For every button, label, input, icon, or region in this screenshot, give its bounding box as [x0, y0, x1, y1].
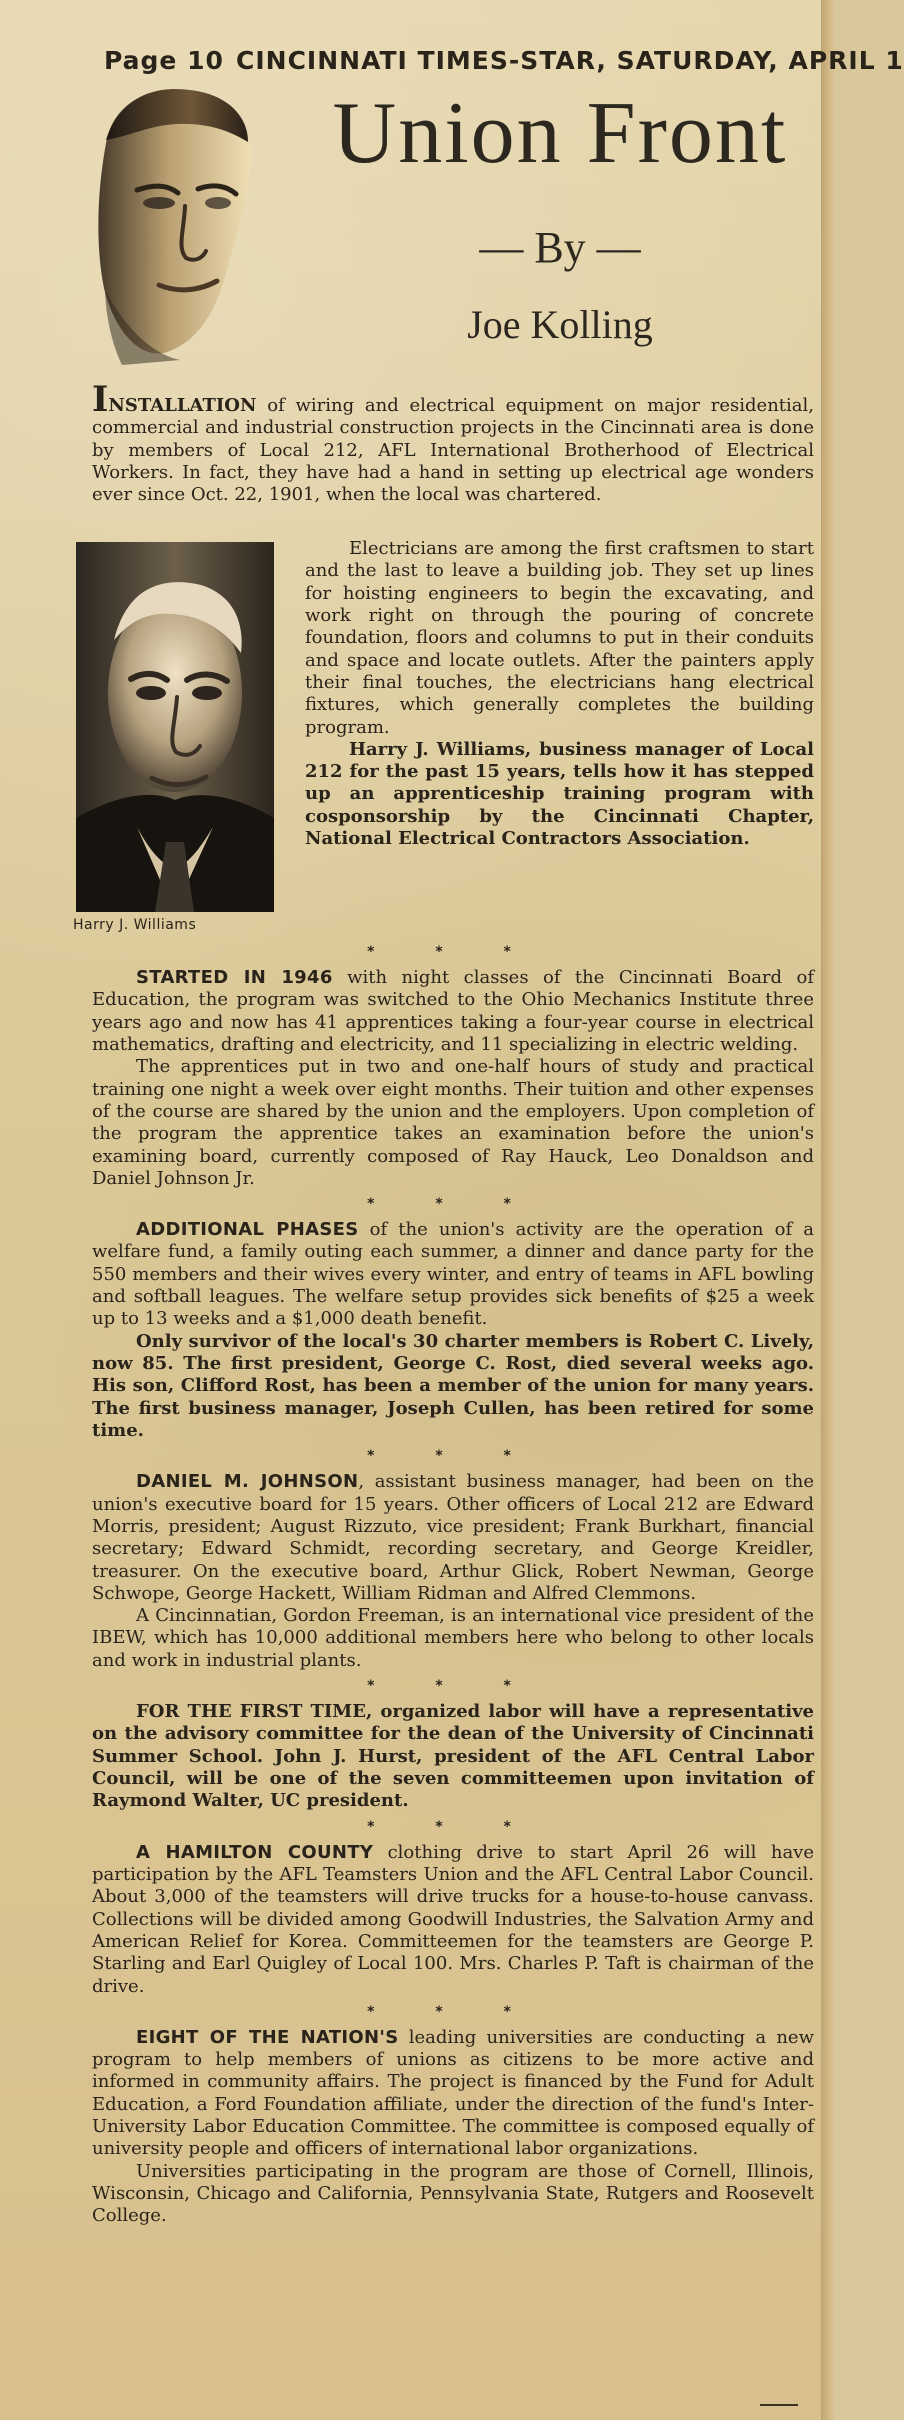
section-separator: * * *	[367, 2003, 539, 2020]
section-separator: * * *	[367, 1448, 539, 1465]
article-body	[92, 938, 814, 2228]
eight-text: leading universities are conducting a new program to help members of unions as citizens to be more active and informed in community affairs. The project is financed by the Fund for Adult Education, a Ford Foundation affiliate, under the direction of the fund's Inter-University Labor Education Committee. The committee is composed equally of university people and officers of international labor organizations.	[92, 2026, 814, 2160]
section-separator: * * *	[367, 1678, 539, 1695]
article-photo-side-text	[305, 538, 814, 850]
additional-paragraph	[92, 1219, 814, 1331]
intro-dropcap: I	[92, 379, 109, 420]
page-number: Page 10	[104, 45, 224, 75]
freeman-paragraph: A Cincinnatian, Gordon Freeman, is an international vice president of the IBEW, which has 10,000 additional members here who belong to other locals and work in industrial plants.	[92, 1605, 814, 1671]
bottom-rule	[760, 2404, 798, 2406]
torn-paper-edge	[821, 0, 836, 2420]
additional-text: of the union's activity are the operation of a welfare fund, a family outing each summer, a dinner and dance party for the 550 members and their wives every winter, and entry of teams in AFL bowling and softball leagues. The welfare setup provides sick benefits of $25 a week up to 13 weeks and a $1,000 death benefit.	[92, 1219, 814, 1330]
author-name: Joe Kolling	[467, 302, 653, 347]
columnist-portrait	[82, 80, 264, 365]
eight-paragraph	[92, 2027, 814, 2161]
hamilton-text: clothing drive to start April 26 will have participation by the AFL Teamsters Union and the AFL Central Labor Council. About 3,000 of the teamsters will drive trucks for a house-to-house canvass. Collections will be divided among Goodwill Industries, the Salvation Army and American Relief for Korea. Committeemen for the teamsters are George P. Starling and Earl Quigley of Local 100. Mrs. Charles P. Taft is chairman of the drive.	[92, 1841, 814, 1997]
newspaper-dateline: CINCINNATI TIMES-STAR, SATURDAY, APRIL 1	[236, 45, 904, 75]
column-title: Union Front	[332, 85, 788, 182]
photo-caption: Harry J. Williams	[73, 917, 197, 933]
intro-text: of wiring and electrical equipment on major residential, commercial and industrial construction projects in the Cincinnati area is done by members of Local 212, AFL International Brotherhood of Electrical Workers. In fact, they have had a hand in setting up electrical age wonders ever since Oct. 22, 1901, when the local was chartered.	[92, 395, 814, 506]
universities-paragraph: Universities participating in the program are those of Cornell, Illinois, Wisconsin, Chicago and California, Pennsylvania State, Rutgers and Roosevelt College.	[92, 2160, 814, 2227]
first-time-paragraph: FOR THE FIRST TIME, organized labor will have a representative on the advisory committee for the dean of the University of Cincinnati Summer School. John J. Hurst, president of the AFL Central Labor Council, will be one of the seven committeemen upon invitation of Raymond Walter, UC president.	[92, 1701, 814, 1812]
intro-lead-word: NSTALLATION	[108, 395, 257, 416]
intro-paragraph	[92, 379, 814, 507]
article-intro	[92, 379, 814, 507]
electricians-paragraph: Electricians are among the first craftsmen to start and the last to leave a building job. They set up lines for hoisting engineers to begin the excavating, and work right on through the pouring of concrete foundation, floors and columns to put in their conduits and space and locate outlets. After the painters apply their final touches, the electricians hang electrical fixtures, which generally completes the building program.	[305, 538, 814, 738]
hamilton-paragraph	[92, 1842, 814, 1998]
apprentices-paragraph: The apprentices put in two and one-half hours of study and practical training one night a week over eight months. Their tuition and other expenses of the course are shared by the union and the employers. Upon completion of the program the apprentice takes an examination before the union's examining board, currently composed of Ray Hauck, Leo Donaldson and Daniel Johnson Jr.	[92, 1056, 814, 1189]
johnson-lead: DANIEL M. JOHNSON	[136, 1471, 359, 1493]
column-title-block	[300, 85, 820, 348]
hamilton-lead: A HAMILTON COUNTY	[136, 1841, 374, 1863]
byline-label: — By —	[479, 223, 641, 272]
started-paragraph	[92, 967, 814, 1056]
harry-williams-photo	[76, 542, 274, 912]
williams-paragraph: Harry J. Williams, business manager of Local 212 for the past 15 years, tells how it has stepped up an apprenticeship training program with cosponsorship by the Cincinnati Chapter, National Electrical Contractors Association.	[305, 738, 814, 850]
johnson-paragraph	[92, 1471, 814, 1605]
survivor-paragraph: Only survivor of the local's 30 charter members is Robert C. Lively, now 85. The first president, George C. Rost, died several weeks ago. His son, Clifford Rost, has been a member of the union for many years. The first business manager, Joseph Cullen, has been retired for some time.	[92, 1330, 814, 1441]
section-separator: * * *	[367, 1196, 539, 1213]
started-lead: STARTED IN 1946	[136, 967, 333, 988]
johnson-text: , assistant business manager, had been on the union's executive board for 15 years. Other officers of Local 212 are Edward Morris, president; August Rizzuto, vice president; Frank Burkhart, financial secretary; Edward Schmidt, recording secretary, and George Kreidler, treasurer. On the executive board, Arthur Glick, Robert Newman, George Schwope, George Hackett, William Ridman and Alfred Clemmons.	[92, 1471, 814, 1604]
additional-lead: ADDITIONAL PHASES	[136, 1219, 359, 1241]
section-separator: * * *	[367, 944, 539, 960]
eight-lead: EIGHT OF THE NATION'S	[136, 2026, 399, 2048]
newspaper-header	[104, 42, 904, 78]
section-separator: * * *	[367, 1818, 539, 1835]
started-text: with night classes of the Cincinnati Board of Education, the program was switched to the Ohio Mechanics Institute three years ago and now has 41 apprentices taking a four-year course in electrical mathematics, drafting and electricity, and 11 specializing in electric welding.	[92, 967, 814, 1055]
